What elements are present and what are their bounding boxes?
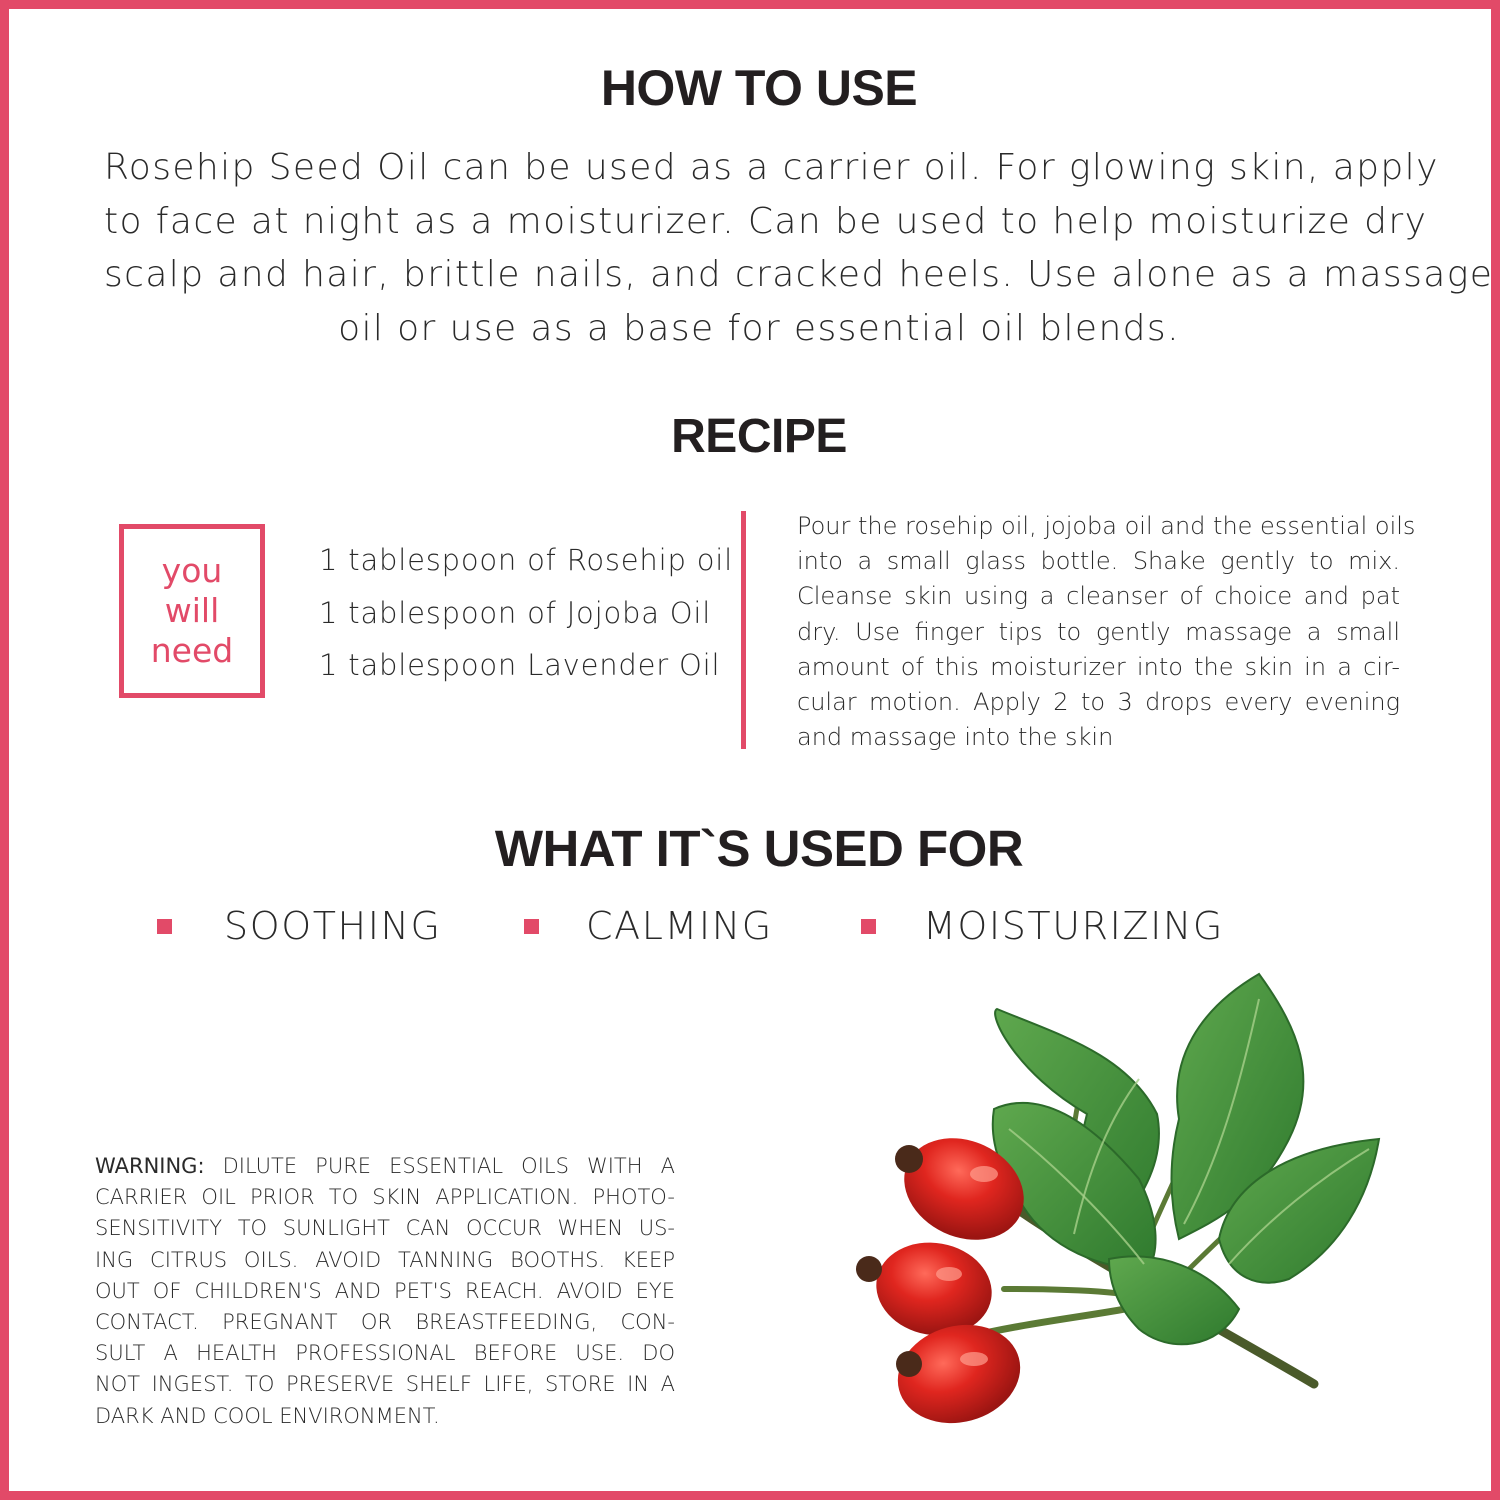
need-label-word: will <box>164 591 220 630</box>
recipe-title: RECIPE <box>671 410 847 463</box>
directions-line: dry. Use finger tips to gently massage a small <box>797 617 1400 646</box>
you-will-need-box <box>119 524 265 698</box>
bullet-square-icon <box>861 919 876 934</box>
directions-line: Pour the rosehip oil, jojoba oil and the essential oils <box>797 512 1416 540</box>
how-to-use-title: HOW TO USE <box>600 60 918 116</box>
warning-line: SENSITIVITY TO SUNLIGHT CAN OCCUR WHEN US- <box>95 1216 675 1241</box>
warning-text <box>95 1151 675 1432</box>
uses-list <box>9 899 1500 959</box>
warning-line: OUT OF CHILDREN'S AND PET'S REACH. AVOID EYE <box>95 1278 675 1303</box>
warning-line: ING CITRUS OILS. AVOID TANNING BOOTHS. KEEP <box>95 1247 675 1272</box>
need-label-word: need <box>150 631 234 670</box>
how-to-use-line: oil or use as a base for essential oil blends. <box>338 307 1180 349</box>
warning-label: WARNING: <box>95 1154 205 1178</box>
use-label: SOOTHING <box>224 904 442 948</box>
directions-line: and massage into the skin <box>797 723 1114 752</box>
warning-line: CARRIER OIL PRIOR TO SKIN APPLICATION. PHOTO- <box>95 1185 675 1210</box>
use-label: MOISTURIZING <box>923 904 1224 948</box>
recipe-directions <box>797 509 1416 755</box>
bullet-square-icon <box>157 919 172 934</box>
ingredient-item: 1 tablespoon of Rosehip oil <box>319 543 733 577</box>
need-label-word: you <box>161 551 223 590</box>
use-label: CALMING <box>586 904 773 948</box>
warning-line: SULT A HEALTH PROFESSIONAL BEFORE USE. DO <box>95 1341 675 1366</box>
how-to-use-line: scalp and hair, brittle nails, and cracked heels. Use alone as a massage <box>104 254 1494 295</box>
bullet-square-icon <box>524 919 539 934</box>
recipe-divider <box>741 511 746 749</box>
warning-line: CONTACT. PREGNANT OR BREASTFEEDING, CON- <box>95 1310 675 1335</box>
warning-line: NOT INGEST. TO PRESERVE SHELF LIFE, STORE IN A <box>95 1372 675 1397</box>
directions-line: cular motion. Apply 2 to 3 drops every evening <box>797 688 1400 717</box>
ingredient-list <box>319 534 733 692</box>
warning-line-text: DILUTE PURE ESSENTIAL OILS WITH A <box>222 1154 675 1178</box>
how-to-use-text <box>104 141 1494 355</box>
ingredient-item: 1 tablespoon of Jojoba Oil <box>319 595 712 630</box>
directions-line: Cleanse skin using a cleanser of choice and pat <box>797 582 1400 611</box>
how-to-use-line: Rosehip Seed Oil can be used as a carrier oil. For glowing skin, apply <box>104 147 1439 188</box>
warning-line <box>95 1151 675 1182</box>
uses-title: WHAT IT`S USED FOR <box>494 820 1024 877</box>
directions-line: into a small glass bottle. Shake gently to mix. <box>797 547 1400 576</box>
how-to-use-line: to face at night as a moisturizer. Can be used to help moisturize dry <box>104 200 1428 242</box>
warning-line: DARK AND COOL ENVIRONMENT. <box>95 1403 440 1428</box>
directions-line: amount of this moisturizer into the skin in a cir- <box>797 652 1400 681</box>
rosehip-branch-icon <box>839 969 1399 1449</box>
ingredient-item: 1 tablespoon Lavender Oil <box>319 648 721 682</box>
